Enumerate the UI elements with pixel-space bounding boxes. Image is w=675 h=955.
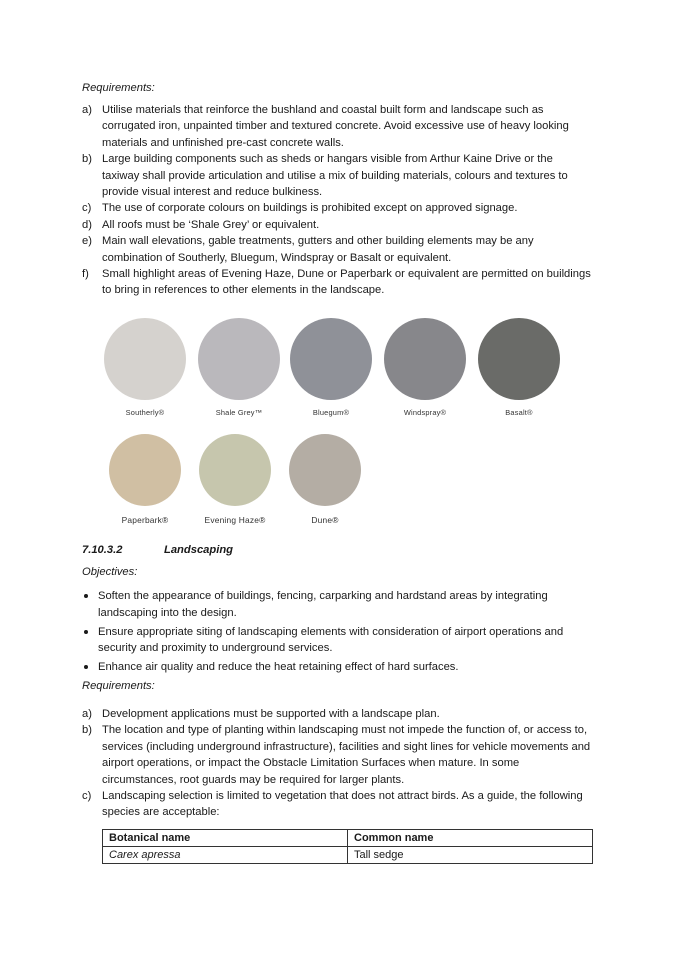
list-item (82, 624, 592, 658)
swatch-circle (478, 318, 560, 400)
list-text: Ensure appropriate siting of landscaping elements with consideration of airport operations and security and proximity to underground services. (98, 625, 564, 655)
swatch-circle (104, 318, 186, 400)
requirements-heading-2: Requirements: (82, 680, 155, 692)
list-text: Main wall elevations, gable treatments, gutters and other building elements may be any combination of Southerly, Bluegum, Windspray or Basalt or equivalent. (102, 235, 534, 264)
swatch-label: Windspray® (403, 408, 447, 417)
bullet-icon (84, 665, 88, 669)
list-item (82, 102, 592, 151)
column-header: Botanical name (103, 830, 348, 847)
bullet-icon (84, 630, 88, 634)
swatch-label: Southerly® (125, 408, 165, 417)
swatch-label: Shale Grey™ (215, 408, 263, 417)
list-item (82, 200, 592, 216)
swatch-evening-haze (188, 434, 282, 525)
list-marker: c) (82, 202, 92, 215)
list-item (82, 659, 592, 676)
list-marker: d) (82, 218, 92, 231)
list-marker: e) (82, 235, 92, 248)
species-table (102, 829, 593, 864)
table-header-row (103, 830, 593, 847)
requirements-list-2 (82, 706, 592, 821)
section-number: 7.10.3.2 (82, 544, 123, 556)
objectives-list (82, 588, 592, 678)
list-marker: a) (82, 708, 92, 720)
section-title: Landscaping (164, 544, 233, 556)
swatch-windspray (378, 318, 472, 417)
list-text: Enhance air quality and reduce the heat retaining effect of hard surfaces. (98, 661, 459, 674)
swatch-dune (278, 434, 372, 525)
list-marker: a) (82, 104, 92, 116)
list-marker: b) (82, 724, 92, 737)
list-text: Soften the appearance of buildings, fencing, carparking and hardstand areas by integrating landscaping into the design. (98, 590, 548, 619)
column-header: Common name (348, 830, 593, 847)
bullet-icon (84, 594, 88, 598)
list-marker: f) (82, 268, 89, 281)
swatch-label: Dune® (311, 515, 339, 525)
list-text: The location and type of planting within landscaping must not impede the function of, or access to, services (including underground infrastructure), facilities and sight lines for vehicle movements and airport operations, or impact the Obstacle Limitation Surfaces when mature. In some circumstances, root guards may be required for larger plants. (102, 724, 591, 786)
list-text: Utilise materials that reinforce the bushland and coastal built form and landscape such as corrugated iron, unpainted timber and textured concrete. Avoid excessive use of heavy looking materials and unfinished pre-cast concrete walls. (102, 104, 569, 149)
swatch-label: Evening Haze® (204, 515, 266, 525)
list-text: The use of corporate colours on buildings is prohibited except on approved signage. (102, 202, 518, 215)
list-item (82, 788, 592, 821)
swatch-circle (199, 434, 271, 506)
swatch-circle (384, 318, 466, 400)
list-item (82, 266, 592, 299)
list-item (82, 722, 592, 788)
swatch-circle (109, 434, 181, 506)
list-marker: c) (82, 790, 92, 803)
swatch-circle (290, 318, 372, 400)
swatch-circle (289, 434, 361, 506)
swatch-shale-grey (192, 318, 286, 417)
objectives-heading: Objectives: (82, 566, 138, 578)
list-text: Landscaping selection is limited to vegetation that does not attract birds. As a guide, the following species are acceptable: (102, 790, 583, 819)
swatch-basalt (472, 318, 566, 417)
list-item (82, 706, 592, 722)
swatch-southerly (98, 318, 192, 417)
table-cell: Carex apressa (103, 847, 348, 864)
swatch-paperbark (98, 434, 192, 525)
table-cell: Tall sedge (348, 847, 593, 864)
colour-swatches (98, 318, 578, 530)
section-heading (82, 544, 233, 556)
swatch-label: Paperbark® (121, 515, 169, 525)
swatch-bluegum (284, 318, 378, 417)
list-marker: b) (82, 153, 92, 166)
list-item (82, 588, 592, 622)
swatch-circle (198, 318, 280, 400)
list-item (82, 217, 592, 233)
swatch-label: Basalt® (505, 408, 533, 417)
list-text: Small highlight areas of Evening Haze, Dune or Paperbark or equivalent are permitted on buildings to bring in references to other elements in the landscape. (102, 268, 591, 297)
list-item (82, 233, 592, 266)
list-item (82, 151, 592, 200)
list-text: All roofs must be ‘Shale Grey’ or equivalent. (102, 218, 320, 231)
list-text: Large building components such as sheds or hangars visible from Arthur Kaine Drive or the taxiway shall provide articulation and utilise a mix of building materials, colours and textures to provide visual interest and reduce bulkiness. (102, 153, 568, 199)
list-text: Development applications must be supported with a landscape plan. (102, 708, 440, 720)
swatch-label: Bluegum® (312, 408, 350, 417)
table-row (103, 847, 593, 864)
requirements-list (82, 102, 592, 299)
requirements-heading: Requirements: (82, 82, 155, 94)
